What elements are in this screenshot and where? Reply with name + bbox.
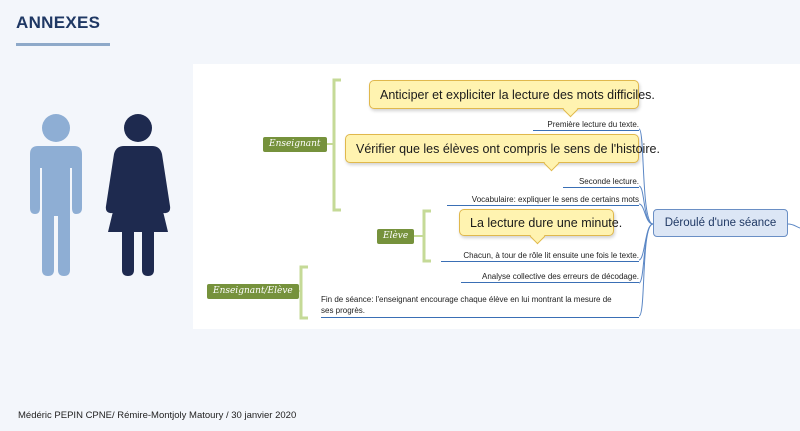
title-underline [16, 43, 110, 46]
callout-anticiper: Anticiper et expliciter la lecture des mots difficiles. [369, 80, 639, 109]
topic-label: Première lecture du texte. [547, 120, 639, 129]
topic-label: Chacun, à tour de rôle lit ensuite une fois le texte. [463, 251, 639, 260]
footer-credit: Médéric PEPIN CPNE/ Rémire-Montjoly Matoury / 30 janvier 2020 [18, 410, 297, 421]
topic-chacun [441, 251, 639, 260]
callout-lecture-minute: La lecture dure une minute. [459, 209, 614, 236]
page-title: ANNEXES [16, 13, 101, 32]
topic-premiere-lecture [533, 120, 639, 129]
topic-label-line-2: ses progrès. [321, 306, 366, 315]
man-icon [30, 114, 82, 276]
role-tag-enseignant-eleve: Enseignant/Elève [207, 284, 299, 299]
topic-label: Analyse collective des erreurs de décodage. [482, 272, 639, 281]
role-tag-eleve: Elève [377, 229, 414, 244]
topic-label: Seconde lecture. [578, 177, 639, 186]
figures-illustration [18, 108, 188, 278]
role-tag-enseignant: Enseignant [263, 137, 327, 152]
topic-vocabulaire [447, 195, 639, 204]
woman-icon [106, 114, 170, 276]
central-node: Déroulé d'une séance [653, 209, 788, 237]
callout-verifier: Vérifier que les élèves ont compris le sens de l'histoire. [345, 134, 639, 163]
topic-fin-seance [321, 294, 639, 316]
topic-analyse [461, 272, 639, 281]
topic-seconde-lecture [563, 177, 639, 186]
topic-label: Vocabulaire: expliquer le sens de certains mots [471, 195, 639, 204]
topic-label-line-1: Fin de séance: l'enseignant encourage chaque élève en lui montrant la mesure de [321, 295, 612, 304]
mindmap [193, 64, 800, 329]
